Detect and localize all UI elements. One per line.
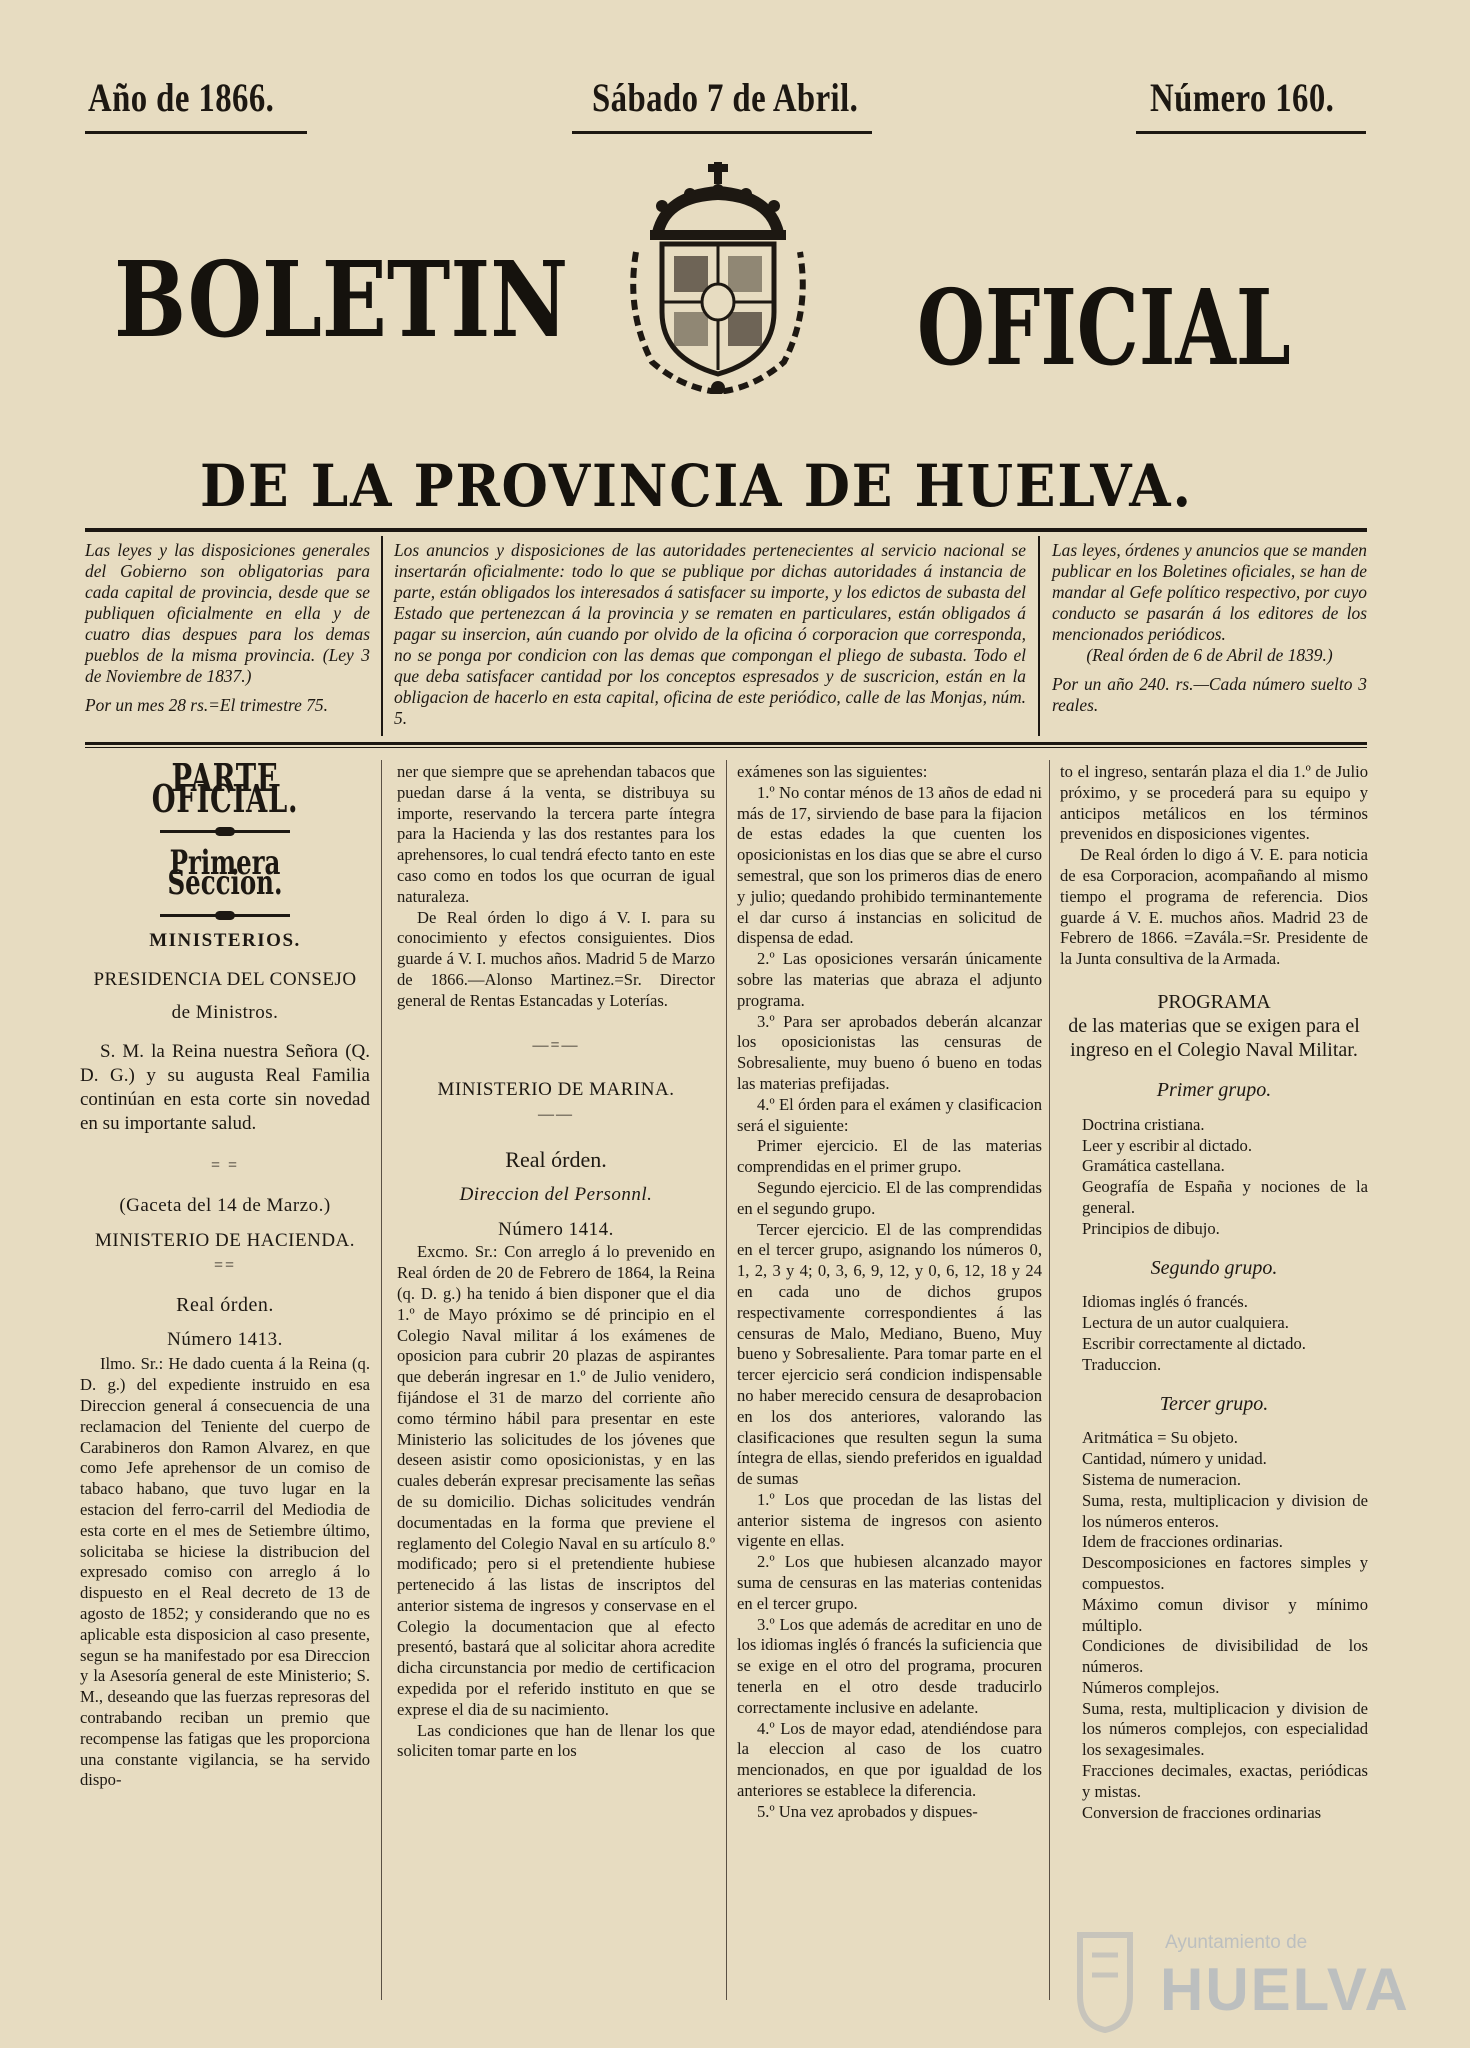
issue-number: Número 160.: [1150, 75, 1335, 120]
column-divider-3: [1049, 760, 1050, 2000]
list-item: Principios de dibujo.: [1082, 1218, 1220, 1238]
hacienda-closing: De Real órden lo digo á V. I. para su conocimiento y efectos consiguientes. Dios guarde á V. I. muchos años. Madrid 5 de Marzo de 1866.—Alonso Martinez.=Sr. Director general de Rentas Estancadas y Loterías.: [397, 907, 715, 1010]
notices-rule-bottom: [85, 747, 1367, 748]
programa-subheading: de las materias que se exigen para el ingreso en el Colegio Naval Militar.: [1068, 1014, 1360, 1061]
marina-paragraph: Excmo. Sr.: Con arreglo á lo prevenido en Real órden de 20 de Febrero de 1864, la Reina (q. D. g.) ha tenido á bien disponer que el dia 1.º de Mayo próximo se dé principio en el Colegio Naval militar á los exámenes de oposicion para cubrir 20 plazas de aspirantes que deberán ingresar en 1.º de Julio venidero, fijándose el 31 de marzo del corriente año como término hábil para presentar en este Ministerio las solicitudes de los jóvenes que deseen asistir como oposicionistas, y en las cuales deberán expresar precisamente las señas de su domicilio. Dichas solicitudes vendrán documentadas en la forma que previene el reglamento del Colegio Naval en su artículo 8.º modificado; pero si el pretendiente hubiese pertenecido á las listas de inscriptos del anterior sistema de ingresos y conservase en el Colegio la documentacion que al efecto presentó, bastará que al solicitar ahora acredite dicha circunstancia por medio de certificacion expedida por el referido instituto en que se exprese el dia de su nacimiento.: [397, 1242, 715, 1719]
column-4: [1060, 762, 1368, 1823]
list-item: Cantidad, número y unidad.: [1082, 1449, 1267, 1469]
column-divider-1: [381, 760, 382, 2000]
notice-right-text: Las leyes, órdenes y anuncios que se manden publicar en los Boletines oficiales, se han de mandar al Gefe político respectivo, por cuyo conducto se pasarán á los editores de los mencionados periódicos.: [1052, 540, 1367, 644]
grupo-2-list: [1060, 1292, 1368, 1375]
list-item: Traduccion.: [1082, 1354, 1162, 1374]
condition-1: 1.º No contar ménos de 13 años de edad ni más de 17, sirviendo de base para la fijacion de estas edades la que cuenten los oposicionistas en los dias que se abre el curso semestral, que son los primeros dias de enero y julio; quedando prohibido terminantemente el dar curso á instancias en solicitud de dispensa de edad.: [737, 782, 1042, 948]
numero-heading: Número 1414.: [498, 1218, 614, 1240]
condition-2: 2.º Las oposiciones versarán únicamente sobre las materias que abraza el adjunto programa.: [737, 949, 1042, 1010]
marina-closing: De Real órden lo digo á V. E. para noticia de esa Corporacion, acompañando al mismo tiempo el programa de referencia. Dios guarde á V. E. muchos años. Madrid 23 de Febrero de 1866. =Zavála.=Sr. Presidente de la Junta consultiva de la Armada.: [1060, 845, 1368, 969]
masthead-boletin: BOLETIN: [114, 238, 569, 361]
list-item: Lectura de un autor cualquiera.: [1082, 1313, 1289, 1333]
masthead-subtitle: DE LA PROVINCIA DE HUELVA.: [200, 452, 1193, 520]
separator: —=—: [532, 1036, 580, 1054]
real-orden-heading: Real órden.: [505, 1146, 607, 1172]
column-2: [397, 762, 715, 1762]
list-item: Descomposiciones en factores simples y compuestos.: [1082, 1553, 1368, 1593]
dateline-rule-center: [572, 131, 872, 134]
notice-divider-2: [1038, 536, 1040, 736]
condition-5: 5.º Una vez aprobados y dispues-: [757, 1801, 978, 1821]
condition-3: 3.º Para ser aprobados deberán alcanzar los oposicionistas las censuras de Sobresaliente, muy bueno ó bueno en todas las materias prefijadas.: [737, 1011, 1042, 1093]
notice-divider-1: [381, 536, 383, 736]
parte-oficial-heading: PARTE OFICIAL.: [151, 755, 299, 821]
list-item: Fracciones decimales, exactas, periódicas y mistas.: [1082, 1761, 1368, 1801]
list-item: Máximo comun divisor y mínimo múltiplo.: [1082, 1594, 1368, 1635]
notice-left: [85, 540, 370, 716]
list-item: Idiomas inglés ó francés.: [1082, 1292, 1248, 1312]
preference-3: 3.º Los que además de acreditar en uno de los idiomas inglés ó francés la suficiencia que se exige en el otro del programa, procuren tenerla en el otro desde traducirlo correctamente inclusive en adelante.: [737, 1614, 1042, 1717]
presidencia-heading: PRESIDENCIA DEL CONSEJO: [93, 968, 357, 990]
column-3: [737, 762, 1042, 1823]
masthead-oficial: OFICIAL: [917, 266, 1291, 389]
ornament-rule: [160, 914, 290, 917]
ministerios-heading: MINISTERIOS.: [149, 930, 301, 952]
marina-heading: MINISTERIO DE MARINA.: [437, 1079, 675, 1101]
masthead-rule: [85, 528, 1367, 532]
grupo-3-list: [1060, 1428, 1368, 1823]
column-divider-2: [726, 760, 727, 2000]
ejercicio-1: Primer ejercicio. El de las materias comprendidas en el primer grupo.: [737, 1136, 1042, 1177]
list-item: Condiciones de divisibilidad de los números.: [1082, 1636, 1368, 1677]
list-item: Números complejos.: [1082, 1677, 1220, 1697]
separator: ==: [213, 1256, 237, 1274]
watermark-name: HUELVA: [1160, 1956, 1410, 2023]
date-label: Sábado 7 de Abril.: [592, 75, 859, 120]
direccion-heading: Direccion del Personnl.: [459, 1183, 653, 1205]
separator: ——: [538, 1106, 574, 1124]
examenes-intro: exámenes son las siguientes:: [737, 762, 928, 781]
notice-right-ref: (Real órden de 6 de Abril de 1839.): [1086, 645, 1333, 665]
real-orden-heading: Real órden.: [176, 1293, 274, 1316]
list-item: Aritmática = Su objeto.: [1082, 1428, 1238, 1448]
preference-4: 4.º Los de mayor edad, atendiéndose para la eleccion al caso de los cuatro mencionados, en que por igualdad de los anteriores se establece la diferencia.: [737, 1718, 1042, 1801]
list-item: Sistema de numeracion.: [1082, 1469, 1241, 1489]
list-item: Suma, resta, multiplicacion y division de los números enteros.: [1082, 1490, 1368, 1531]
ejercicio-2: Segundo ejercicio. El de las comprendidas en el segundo grupo.: [737, 1177, 1042, 1218]
condition-4: 4.º El órden para el exámen y clasificacion será el siguiente:: [737, 1094, 1042, 1135]
list-item: Geografía de España y nociones de la general.: [1082, 1177, 1368, 1217]
dateline-rule-right: [1136, 131, 1366, 134]
primera-seccion-heading: Primera Seccion.: [167, 842, 283, 904]
year-label: Año de 1866.: [88, 75, 275, 120]
notices-rule-top: [85, 742, 1367, 745]
hacienda-paragraph: Ilmo. Sr.: He dado cuenta á la Reina (q. D. g.) del expediente instruido en esa Direccion general á consecuencia de una reclamacion del Teniente del cuerpo de Carabineros don Ramon Alvarez, en que como Jefe aprehensor de un comiso de tabaco habano, que tuvo lugar en la estacion del ferro-carril del Mediodia de esta corte en el mes de Setiembre último, solicitaba se hiciese la distribucion del expresado comiso con arreglo á lo dispuesto en el Real decreto de 13 de agosto de 1852; y considerando que no es aplicable esta disposicion al caso presente, segun se ha manifestado por esa Direccion y la Asesoría general de este Ministerio; S. M., deseando que las fuerzas represoras del contrabando reciban un premio que recompense las fatigas que les proporciona una constante vigilancia, se ha servido dispo-: [80, 1354, 370, 1790]
hacienda-heading: MINISTERIO DE HACIENDA.: [94, 1230, 356, 1252]
ministros-heading: de Ministros.: [171, 1001, 279, 1023]
list-item: Doctrina cristiana.: [1082, 1114, 1205, 1134]
royal-coat-of-arms-icon: [622, 162, 814, 394]
reina-paragraph: S. M. la Reina nuestra Señora (Q. D. G.) y su augusta Real Familia continúan en esta corte sin novedad en su importante salud.: [80, 1040, 370, 1134]
notice-right: [1052, 540, 1367, 716]
notice-right-price: Por un año 240. rs.—Cada número suelto 3 reales.: [1052, 674, 1367, 715]
gaceta-reference: (Gaceta del 14 de Marzo.): [119, 1195, 331, 1217]
notice-center-text: Los anuncios y disposiciones de las autoridades pertenecientes al servicio nacional se insertarán oficialmente: todo lo que se publique por dichas autoridades á instancia de parte, están obligados los interesados á satisfacer su importe, y los edictos de subasta del Estado que pertenezcan á la provincia y se rematen en particulares, están obligados á pagar su insercion, aún cuando por olvido de la oficina ó corporacion que corresponda, no se ponga por condicion con las demas que compongan el pliego de subasta. Todo el que deba satisfacer cantidad por los conceptos espresados y de suscricion, están en la obligacion de hacerlo en esta capital, oficina de este periódico, calle de las Monjas, núm. 5.: [394, 540, 1026, 728]
preference-1: 1.º Los que procedan de las listas del anterior sistema de ingresos con asiento vigente en ellas.: [737, 1489, 1042, 1551]
grupo-3-heading: Tercer grupo.: [1159, 1392, 1269, 1415]
preference-2: 2.º Los que hubiesen alcanzado mayor suma de censuras en las materias contenidas en el tercer grupo.: [737, 1552, 1042, 1613]
list-item: Suma, resta, multiplicacion y division de los números complejos, con especialidad los sexagesimales.: [1082, 1698, 1368, 1760]
hacienda-paragraph-cont: ner que siempre que se aprehendan tabacos que puedan darse á la venta, se distribuya su importe, reservando la tercera parte íntegra para la Hacienda y las dos restantes para los aprehensores, lo cual tendrá efecto tanto en este caso como en todos los que ocurran de igual naturaleza.: [397, 762, 715, 906]
grupo-2-heading: Segundo grupo.: [1150, 1256, 1278, 1279]
watermark-top: Ayuntamiento de: [1165, 1932, 1308, 1953]
notice-left-text: Las leyes y las disposiciones generales del Gobierno son obligatorias para cada capital de provincia, desde que se publiquen oficialmente en ella y de cuatro dias despues para los demas pueblos de la misma provincia. (Ley 3 de Noviembre de 1837.): [85, 540, 370, 686]
grupo-1-list: [1060, 1115, 1368, 1240]
dateline-rule-left: [85, 131, 307, 134]
list-item: Leer y escribir al dictado.: [1082, 1135, 1253, 1155]
ingreso-paragraph: to el ingreso, sentarán plaza el dia 1.º de Julio próximo, y se procederá para su equipo y anticipos metálicos en los términos prevenidos en disposiciones vigentes.: [1060, 762, 1368, 844]
grupo-1-heading: Primer grupo.: [1156, 1078, 1272, 1101]
list-item: Gramática castellana.: [1082, 1156, 1225, 1176]
list-item: Escribir correctamente al dictado.: [1082, 1333, 1306, 1353]
notice-left-price: Por un mes 28 rs.=El trimestre 75.: [85, 695, 328, 715]
numero-heading: Número 1413.: [167, 1328, 283, 1350]
column-1: [80, 755, 370, 1791]
list-item: Idem de fracciones ordinarias.: [1082, 1532, 1283, 1552]
separator: = =: [210, 1156, 240, 1174]
ejercicio-3: Tercer ejercicio. El de las comprendidas en el tercer grupo, asignando los números 0, 1, 2, 3 y 4; 0, 3, 6, 9, 12, y 0, 6, 12, 18 y 24 en cada uno de dichos grupos respectivamente correspondientes á las censuras de Malo, Mediano, Bueno, Muy bueno y Sobresaliente. Para tomar parte en el tercer ejercicio será condicion indispensable no haber merecido censura de desaprobacion en los dos anteriores, valorando las clasificaciones que resulten segun la suma íntegra de ellas, siendo preferidos en igualdad de sumas: [737, 1219, 1042, 1489]
programa-heading: PROGRAMA: [1157, 990, 1271, 1013]
notice-center: [394, 540, 1026, 729]
condiciones-paragraph: Las condiciones que han de llenar los que soliciten tomar parte en los: [397, 1720, 715, 1761]
list-item: Conversion de fracciones ordinarias: [1082, 1802, 1322, 1822]
ornament-rule: [160, 830, 290, 833]
